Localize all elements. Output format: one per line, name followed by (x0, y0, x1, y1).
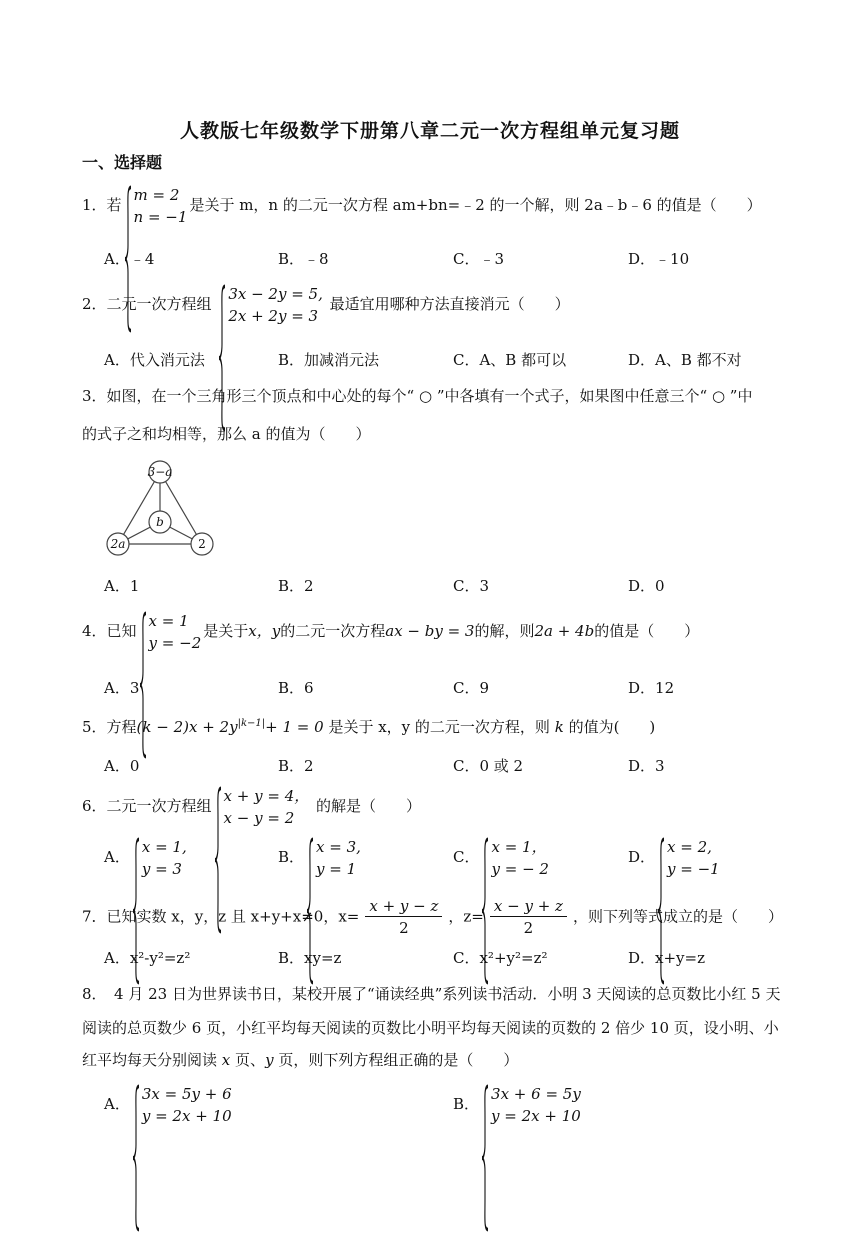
question-3-line-2: 的式子之和均相等，那么 a 的值为（ ） (82, 425, 371, 443)
option-b: B．﹣8 (278, 250, 329, 268)
option-a: A．1 (104, 577, 140, 595)
question-1-text: 是关于 m，n 的二元一次方程 am+bn=﹣2 的一个解，则 2a﹣b﹣6 的值是（ ） (189, 196, 762, 214)
option-c: C．9 (453, 679, 490, 697)
question-5: 5．方程$(k - 2)x + 2y^{|k-1|}+ 1 = 0$ 是关于 x，y 的二元一次方程，则 k 的值为( ) (82, 718, 656, 736)
option-a: A． 3x = 5y + 6 y = 2x + 10 (104, 1083, 234, 1127)
option-d: D．x+y=z (628, 949, 705, 967)
option-c: C． x = 1， y = − 2 (453, 836, 551, 880)
left-label: 2a (110, 537, 126, 551)
question-1 (82, 184, 762, 228)
equation-system: 3x − 2y = 5, 2x + 2y = 3 (218, 283, 323, 327)
option-b: B．加减消元法 (278, 351, 380, 369)
option-a: A．x²-y²=z² (104, 949, 191, 967)
section-heading: 一、选择题 (82, 153, 163, 172)
question-4: 4．已知 x = 1 y = −2 是关于x，y的二元一次方程ax − by = 3的解，则2a + 4b的值是（ ） (82, 610, 699, 654)
page-title: 人教版七年级数学下册第八章二元一次方程组单元复习题 (179, 120, 680, 142)
brace-icon (481, 1083, 489, 1233)
option-b: B．2 (278, 577, 314, 595)
question-4-number: 4．已知 (82, 622, 137, 640)
option-d: D．3 (628, 757, 665, 775)
brace-icon (139, 610, 147, 760)
option-c: C．﹣3 (453, 250, 505, 268)
question-2-text: 最适宜用哪种方法直接消元（ ） (329, 295, 570, 313)
fraction: $\frac{x + y - z}{2}$ (365, 896, 442, 939)
option-b: B． 3x + 6 = 5y y = 2x + 10 (453, 1083, 583, 1127)
option-d: D．﹣10 (628, 250, 690, 268)
equation-system: x = 1, y = 3 (132, 836, 187, 880)
equation-system: x = 3, y = 1 (306, 836, 361, 880)
brace-icon (218, 283, 226, 433)
question-1-number: 1．若 (82, 196, 122, 214)
option-d: D．12 (628, 679, 675, 697)
question-6-number: 6．二元一次方程组 (82, 797, 212, 815)
equation-system: x = 2, y = −1 (657, 836, 720, 880)
triangle-figure (100, 458, 224, 562)
option-d: D．A、B 都不对 (628, 351, 742, 369)
question-3-line-1: 3．如图，在一个三角形三个顶点和中心处的每个“ ○ ”中各填有一个式子，如果图中任意三个“ ○ ”中 (82, 387, 753, 405)
equation-system: x = 1 y = −2 (139, 610, 202, 654)
top-label: 3−a (147, 465, 173, 479)
option-c: C．0 或 2 (453, 757, 524, 775)
equation-system: 3x = 5y + 6 y = 2x + 10 (132, 1083, 232, 1127)
equation-system: m = 2 n = −1 (124, 184, 188, 228)
equation-system: 3x + 6 = 5y y = 2x + 10 (481, 1083, 581, 1127)
option-a: A．﹣4 (104, 250, 155, 268)
option-a: A．0 (104, 757, 140, 775)
option-a: A．3 (104, 679, 140, 697)
brace-icon (132, 1083, 140, 1233)
question-2-number: 2．二元一次方程组 (82, 295, 212, 313)
question-2 (82, 283, 570, 327)
right-label: 2 (198, 537, 206, 551)
option-c: C．3 (453, 577, 490, 595)
fraction: $\frac{x - y + z}{2}$ (490, 896, 567, 939)
option-a: A． x = 1, y = 3 (104, 836, 189, 880)
question-7: 7．已知实数 x，y，z 且 x+y+x≠0，x= $\frac{x + y - z}{2}$ ，z= $\frac{x - y + z}{2}$ ，则下列等式成立的是（ ） (82, 897, 783, 937)
option-c: C．A、B 都可以 (453, 351, 567, 369)
equation-system: x + y = 4， x − y = 2 (214, 785, 310, 829)
option-d: D． x = 2, y = −1 (628, 836, 722, 880)
option-c: C．x²+y²=z² (453, 949, 548, 967)
option-b: B．xy=z (278, 949, 342, 967)
option-b: B．6 (278, 679, 314, 697)
question-8-line-2: 阅读的总页数少 6 页，小红平均每天阅读的页数比小明平均每天阅读的页数的 2 倍少 10 页，设小明、小 (82, 1019, 779, 1037)
question-8-line-1: 8． 4 月 23 日为世界读书日，某校开展了“诵读经典”系列读书活动．小明 3 天阅读的总页数比小红 5 天 (82, 985, 781, 1003)
option-b: B．2 (278, 757, 314, 775)
option-b: B． x = 3, y = 1 (278, 836, 363, 880)
equation-system: x = 1， y = − 2 (481, 836, 548, 880)
option-d: D．0 (628, 577, 665, 595)
option-a: A．代入消元法 (104, 351, 205, 369)
question-8-line-3: 红平均每天分别阅读 x 页、y 页，则下列方程组正确的是（ ） (82, 1051, 519, 1069)
question-6: 6．二元一次方程组 x + y = 4， x − y = 2 的解是（ ） (82, 785, 421, 829)
center-label: b (156, 515, 164, 529)
question-5-number: 5．方程 (82, 718, 137, 736)
